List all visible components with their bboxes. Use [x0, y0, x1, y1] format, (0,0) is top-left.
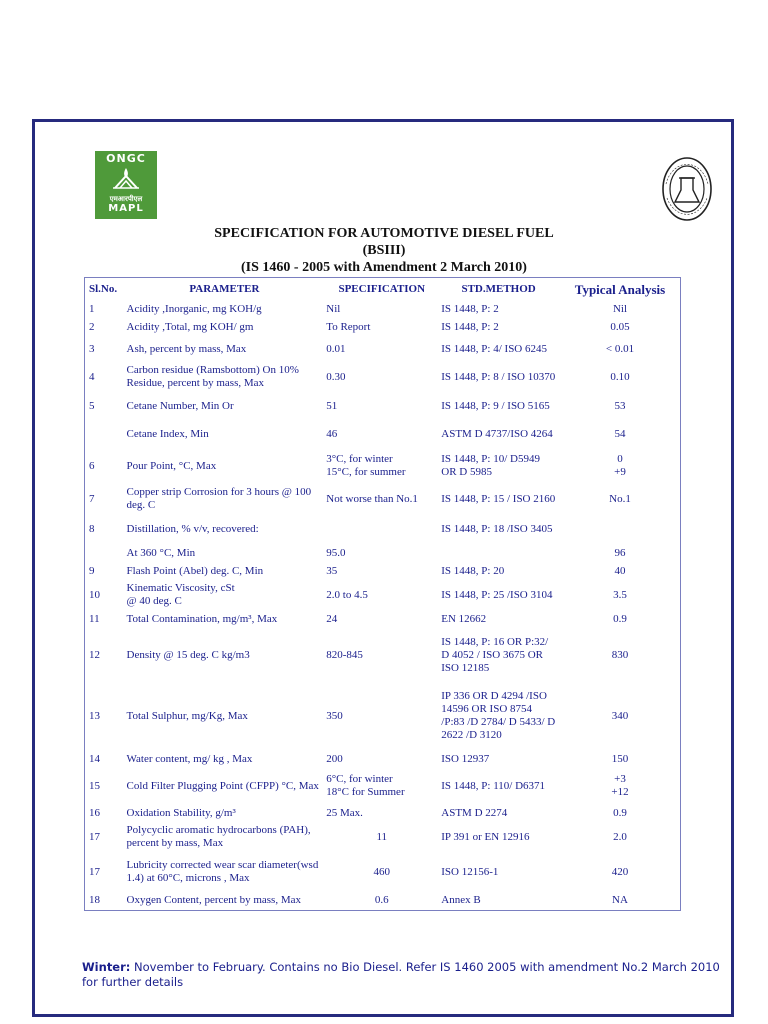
table-row	[85, 628, 681, 682]
quality-control-seal-icon	[661, 156, 713, 222]
cell-std-method: IS 1448, P: 4/ ISO 6245	[441, 342, 548, 355]
cell-specification: 0.01	[326, 342, 346, 355]
cell-specification: 200	[326, 752, 343, 765]
flame-emblem-icon	[111, 167, 141, 189]
cell-std-method: IS 1448, P: 10/ D5949 OR D 5985	[441, 453, 540, 478]
cell-specification: 11	[376, 830, 388, 843]
table-row	[85, 768, 681, 804]
cell-std-method: Annex B	[441, 894, 481, 907]
cell-sl-no	[85, 544, 123, 562]
cell-parameter: Cetane Number, Min Or	[126, 399, 234, 412]
logo-text-top: ONGC	[106, 152, 146, 165]
table-row	[85, 336, 681, 362]
cell-specification: 25 Max.	[326, 806, 363, 819]
cell-std-method: ISO 12156-1	[441, 865, 499, 878]
cell-parameter: Oxygen Content, percent by mass, Max	[126, 894, 301, 907]
cell-sl-no: 6	[89, 459, 95, 472]
table-row	[85, 804, 681, 822]
cell-std-method: ISO 12937	[441, 752, 490, 765]
cell-std-method: IS 1448, P: 25 /ISO 3104	[441, 588, 553, 601]
cell-typical-analysis: 2.0	[613, 830, 627, 843]
cell-std-method: IS 1448, P: 18 /ISO 3405	[441, 522, 553, 535]
cell-typical-analysis: No.1	[609, 492, 631, 505]
cell-typical-analysis: 0.05	[610, 320, 630, 333]
cell-parameter: Distillation, % v/v, recovered:	[126, 522, 259, 535]
cell-specification: 51	[326, 399, 338, 412]
cell-std-method: IP 391 or EN 12916	[441, 830, 530, 843]
cell-std-method: IS 1448, P: 2	[441, 320, 499, 333]
cell-sl-no: 1	[89, 302, 95, 315]
cell-sl-no: 10	[89, 588, 100, 601]
cell-std-method	[437, 544, 556, 562]
cell-specification: Not worse than No.1	[326, 492, 418, 505]
cell-std-method: IS 1448, P: 15 / ISO 2160	[441, 492, 556, 505]
cell-sl-no: 12	[89, 648, 100, 661]
cell-std-method: ASTM D 2274	[441, 806, 508, 819]
table-row	[85, 750, 681, 768]
ongc-mrpl-logo	[95, 151, 157, 219]
cell-specification: 350	[326, 709, 343, 722]
cell-specification	[322, 514, 437, 544]
cell-parameter: Copper strip Corrosion for 3 hours @ 100 deg. C	[126, 486, 312, 511]
cell-specification: 6°C, for winter 18°C for Summer	[326, 773, 405, 798]
cell-parameter: At 360 °C, Min	[126, 546, 196, 559]
cell-specification: 0.6	[374, 894, 389, 907]
table-row	[85, 318, 681, 336]
cell-sl-no: 16	[89, 806, 100, 819]
table-body	[85, 300, 681, 910]
cell-parameter: Pour Point, °C, Max	[126, 459, 217, 472]
cell-sl-no: 2	[89, 320, 95, 333]
cell-sl-no: 8	[89, 522, 95, 535]
table-row	[85, 484, 681, 514]
cell-typical-analysis: 40	[614, 564, 626, 577]
table-row	[85, 392, 681, 420]
cell-sl-no: 3	[89, 342, 95, 355]
cell-std-method: IS 1448, P: 20	[441, 564, 505, 577]
cell-sl-no	[85, 420, 123, 448]
cell-parameter: Oxidation Stability, g/m³	[126, 806, 236, 819]
specification-table	[84, 277, 681, 911]
cell-std-method: IS 1448, P: 16 OR P:32/ D 4052 / ISO 3675 OR ISO 12185	[441, 635, 549, 674]
cell-parameter: Ash, percent by mass, Max	[126, 342, 247, 355]
cell-specification: 95.0	[326, 546, 346, 559]
cell-parameter: Cold Filter Plugging Point (CFPP) °C, Max	[126, 779, 319, 792]
cell-typical-analysis: 830	[611, 648, 629, 661]
table-row	[85, 300, 681, 318]
cell-typical-analysis: 53	[614, 399, 626, 412]
cell-sl-no: 4	[89, 370, 95, 383]
table-row	[85, 362, 681, 392]
note-text: November to February. Contains no Bio Diesel. Refer IS 1460 2005 with amendment No.2 March 2010 for further details	[82, 960, 720, 989]
cell-parameter: Density @ 15 deg. C kg/m3	[126, 648, 250, 661]
cell-sl-no: 5	[89, 399, 95, 412]
title-line-3: (IS 1460 - 2005 with Amendment 2 March 2010)	[241, 260, 527, 275]
table-row	[85, 420, 681, 448]
header-specification: SPECIFICATION	[338, 282, 426, 295]
table-row	[85, 514, 681, 544]
cell-parameter: Cetane Index, Min	[126, 427, 209, 440]
cell-specification: 3°C, for winter 15°C, for summer	[326, 453, 406, 478]
cell-typical-analysis: 340	[611, 709, 629, 722]
note-label: Winter:	[82, 960, 131, 974]
cell-std-method: IS 1448, P: 110/ D6371	[441, 779, 546, 792]
table-row	[85, 852, 681, 892]
cell-parameter: Acidity ,Inorganic, mg KOH/g	[126, 302, 262, 315]
cell-parameter: Polycyclic aromatic hydrocarbons (PAH), percent by mass, Max	[126, 824, 311, 849]
header-parameter: PARAMETER	[189, 282, 260, 295]
cell-specification: 460	[373, 865, 391, 878]
cell-specification: 2.0 to 4.5	[326, 588, 368, 601]
cell-typical-analysis: 0 +9	[614, 453, 626, 478]
cell-sl-no: 18	[89, 894, 100, 907]
cell-typical-analysis	[556, 514, 681, 544]
cell-typical-analysis: 96	[614, 546, 626, 559]
cell-std-method: IS 1448, P: 9 / ISO 5165	[441, 399, 550, 412]
cell-parameter: Flash Point (Abel) deg. C, Min	[126, 564, 264, 577]
cell-parameter: Acidity ,Total, mg KOH/ gm	[126, 320, 254, 333]
cell-specification: 820-845	[326, 648, 363, 661]
title-line-1: SPECIFICATION FOR AUTOMOTIVE DIESEL FUEL	[214, 226, 554, 241]
header-std-method: STD.METHOD	[461, 282, 536, 295]
cell-sl-no: 14	[89, 752, 100, 765]
cell-typical-analysis: 0.9	[613, 612, 627, 625]
cell-specification: Nil	[326, 302, 341, 315]
cell-typical-analysis: Nil	[612, 302, 627, 315]
winter-note	[82, 960, 732, 990]
cell-std-method: IS 1448, P: 8 / ISO 10370	[441, 370, 556, 383]
cell-typical-analysis: 0.10	[610, 370, 630, 383]
cell-parameter: Kinematic Viscosity, cSt @ 40 deg. C	[126, 582, 235, 607]
table-row	[85, 448, 681, 484]
logo-text-hindi: एमआरपीएल	[109, 195, 143, 203]
cell-typical-analysis: 54	[614, 427, 626, 440]
table-row	[85, 682, 681, 750]
table-row	[85, 562, 681, 580]
cell-std-method: IP 336 OR D 4294 /ISO 14596 OR ISO 8754 /P:83 /D 2784/ D 5433/ D 2622 /D 3120	[441, 690, 556, 741]
logo-text-bottom: MAPL	[108, 203, 144, 214]
table-row	[85, 822, 681, 852]
header-sl-no: Sl.No.	[89, 282, 118, 295]
cell-parameter: Water content, mg/ kg , Max	[126, 752, 253, 765]
cell-sl-no: 17	[89, 865, 100, 878]
cell-parameter: Total Contamination, mg/m³, Max	[126, 612, 278, 625]
cell-parameter: Total Sulphur, mg/Kg, Max	[126, 709, 248, 722]
cell-specification: 24	[326, 612, 338, 625]
cell-typical-analysis: +3 +12	[611, 773, 629, 798]
cell-parameter: Lubricity corrected wear scar diameter(wsd 1.4) at 60°C, microns , Max	[126, 859, 319, 884]
cell-typical-analysis: 0.9	[613, 806, 627, 819]
header-typical-analysis: Typical Analysis	[574, 281, 666, 297]
cell-typical-analysis: NA	[612, 894, 628, 907]
table-row	[85, 610, 681, 628]
title-line-2: (BSIII)	[362, 243, 406, 258]
cell-sl-no: 11	[89, 612, 100, 625]
cell-specification: 35	[326, 564, 338, 577]
cell-typical-analysis: 150	[611, 752, 629, 765]
cell-specification: 0.30	[326, 370, 346, 383]
table-row	[85, 544, 681, 562]
cell-std-method: ASTM D 4737/ISO 4264	[441, 427, 553, 440]
table-header-row	[85, 278, 681, 301]
cell-specification: To Report	[326, 320, 371, 333]
cell-sl-no: 9	[89, 564, 95, 577]
cell-typical-analysis: 420	[611, 865, 629, 878]
cell-specification: 46	[326, 427, 338, 440]
cell-parameter: Carbon residue (Ramsbottom) On 10% Residue, percent by mass, Max	[126, 364, 299, 389]
cell-std-method: IS 1448, P: 2	[441, 302, 499, 315]
cell-sl-no: 15	[89, 779, 100, 792]
cell-sl-no: 17	[89, 830, 100, 843]
cell-typical-analysis: < 0.01	[605, 342, 635, 355]
table-row	[85, 580, 681, 610]
cell-sl-no: 13	[89, 709, 100, 722]
cell-std-method: EN 12662	[441, 612, 487, 625]
table-row	[85, 892, 681, 910]
cell-sl-no: 7	[89, 492, 95, 505]
cell-typical-analysis: 3.5	[613, 588, 627, 601]
